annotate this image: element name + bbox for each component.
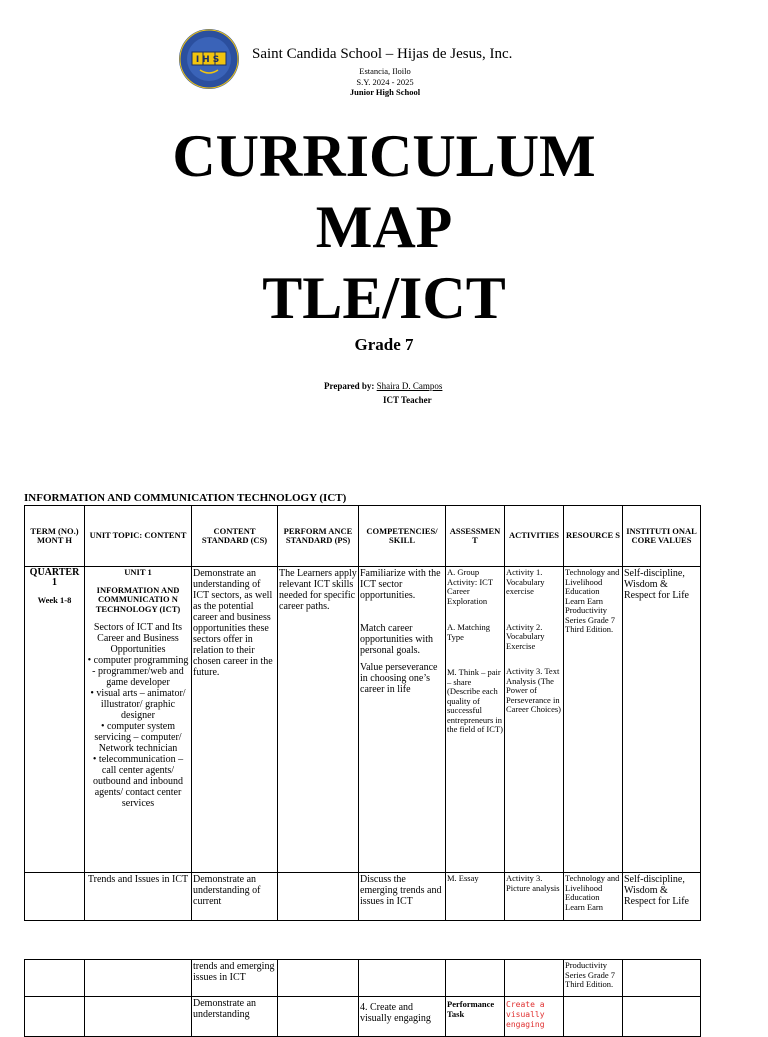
activities-cell: Activity 3. Picture analysis [505, 873, 564, 921]
unit-intro: Sectors of ICT and Its Career and Business Opportunities [93, 622, 183, 655]
unit-cell [85, 997, 192, 1037]
competency-item: 4. Create and visually engaging [360, 1002, 431, 1024]
content-standard-cell: Demonstrate an understanding [192, 997, 278, 1037]
competency-item: Familiarize with the ICT sector opportunities. [360, 568, 441, 601]
performance-standard-cell: The Learners apply relevant ICT skills needed for specific career paths. [278, 567, 359, 873]
term-cell [25, 960, 85, 997]
content-standard-cell: Demonstrate an understanding of current [192, 873, 278, 921]
unit-cell [85, 960, 192, 997]
prepared-label: Prepared by: [324, 381, 375, 391]
assessment-cell [446, 960, 505, 997]
term-quarter: QUARTER 1 [29, 567, 80, 588]
assessment-item: A. Matching Type [447, 622, 490, 642]
col-content-standard: CONTENT STANDARD (CS) [192, 506, 278, 567]
unit-item: • computer system servicing – computer/ Network technician [94, 721, 182, 754]
assessment-cell [446, 567, 505, 873]
school-name: Saint Candida School – Hijas de Jesus, Inc. [252, 46, 513, 62]
title-line-3: TLE/ICT [262, 265, 506, 331]
table-row [25, 873, 701, 921]
curriculum-table [24, 505, 701, 921]
preparer-name: Shaira D. Campos [376, 381, 443, 391]
activities-cell [505, 997, 564, 1037]
unit-title: UNIT 1 [124, 567, 152, 577]
assessment-cell [446, 997, 505, 1037]
title-line-2: MAP [315, 194, 453, 260]
title-line-1: CURRICULUM [172, 123, 596, 189]
values-cell: Self-discipline, Wisdom & Respect for Life [623, 567, 701, 873]
activity-item: Activity 3. Text Analysis (The Power of Perseverance in Career Choices) [506, 666, 561, 714]
term-cell [25, 567, 85, 873]
col-term: TERM (NO.) MONT H [25, 506, 85, 567]
school-department: Junior High School [349, 87, 421, 97]
col-activities: ACTIVITIES [505, 506, 564, 567]
curriculum-table-continued [24, 959, 701, 1037]
activity-item: Activity 2. Vocabulary Exercise [506, 621, 545, 651]
competencies-cell: Discuss the emerging trends and issues in ICT [359, 873, 446, 921]
term-cell [25, 873, 85, 921]
school-location: Estancia, Iloilo [359, 66, 411, 76]
unit-cell: Trends and Issues in ICT [85, 873, 192, 921]
unit-item: • telecommunication – call center agents/ outbound and inbound agents/ contact center services [92, 754, 184, 809]
competency-item: Value perseverance in choosing one’s career in life [360, 662, 438, 695]
activities-cell [505, 960, 564, 997]
performance-standard-cell [278, 960, 359, 997]
term-week: Week 1-8 [37, 595, 72, 605]
activity-item: Activity 1. Vocabulary exercise [506, 567, 545, 596]
competency-item: Match career opportunities with personal goals. [360, 623, 434, 656]
col-competencies: COMPETENCIES/ SKILL [359, 506, 446, 567]
school-logo [178, 28, 240, 90]
col-values: INSTITUTI ONAL CORE VALUES [623, 506, 701, 567]
school-year: S.Y. 2024 - 2025 [356, 77, 414, 87]
content-standard-cell: Demonstrate an understanding of ICT sectors, as well as the potential career and business opportunities these sectors offer in relation to their chosen career in the future. [192, 567, 278, 873]
resources-cell: Technology and Livelihood Education Learn Earn Productivity Series Grade 7 Third Edition. [564, 567, 623, 873]
unit-cell [85, 567, 192, 873]
assessment-item: M. Think – pair – share (Describe each quality of successful entrepreneurs in the field of ICT) [447, 667, 503, 734]
activities-cell [505, 567, 564, 873]
table-row [25, 567, 701, 873]
section-title: INFORMATION AND COMMUNICATION TECHNOLOGY (ICT) [24, 492, 347, 504]
grade-level: Grade 7 [354, 335, 414, 354]
col-resources: RESOURCE S [564, 506, 623, 567]
term-cell [25, 997, 85, 1037]
unit-item: • visual arts – animator/ illustrator/ graphic designer [90, 688, 186, 721]
prepared-by [324, 381, 442, 391]
resources-cell: Technology and Livelihood Education Learn Earn [564, 873, 623, 921]
unit-item: • computer programming - programmer/web and game developer [87, 655, 189, 688]
values-cell: Self-discipline, Wisdom & Respect for Life [623, 873, 701, 921]
table-header-row [25, 506, 701, 567]
competencies-cell [359, 567, 446, 873]
logo-text: IHS [195, 55, 223, 65]
col-performance-standard: PERFORM ANCE STANDARD (PS) [278, 506, 359, 567]
assessment-cell: M. Essay [446, 873, 505, 921]
preparer-role: ICT Teacher [383, 395, 432, 405]
values-cell [623, 997, 701, 1037]
col-unit: UNIT TOPIC: CONTENT [85, 506, 192, 567]
assessment-item: A. Group Activity: ICT Career Exploration [447, 567, 493, 606]
table-row [25, 960, 701, 997]
assessment-item: Performance Task [447, 999, 495, 1019]
resources-cell [564, 997, 623, 1037]
competencies-cell [359, 997, 446, 1037]
performance-standard-cell [278, 873, 359, 921]
competencies-cell [359, 960, 446, 997]
table-row [25, 997, 701, 1037]
values-cell [623, 960, 701, 997]
unit-subtitle: INFORMATION AND COMMUNICATIO N TECHNOLOGY (ICT) [95, 584, 181, 614]
performance-standard-cell [278, 997, 359, 1037]
content-standard-cell: trends and emerging issues in ICT [192, 960, 278, 997]
resources-cell: Productivity Series Grade 7 Third Edition. [564, 960, 623, 997]
col-assessment: ASSESSMEN T [446, 506, 505, 567]
activity-item: Create a visually engaging [506, 1000, 545, 1029]
